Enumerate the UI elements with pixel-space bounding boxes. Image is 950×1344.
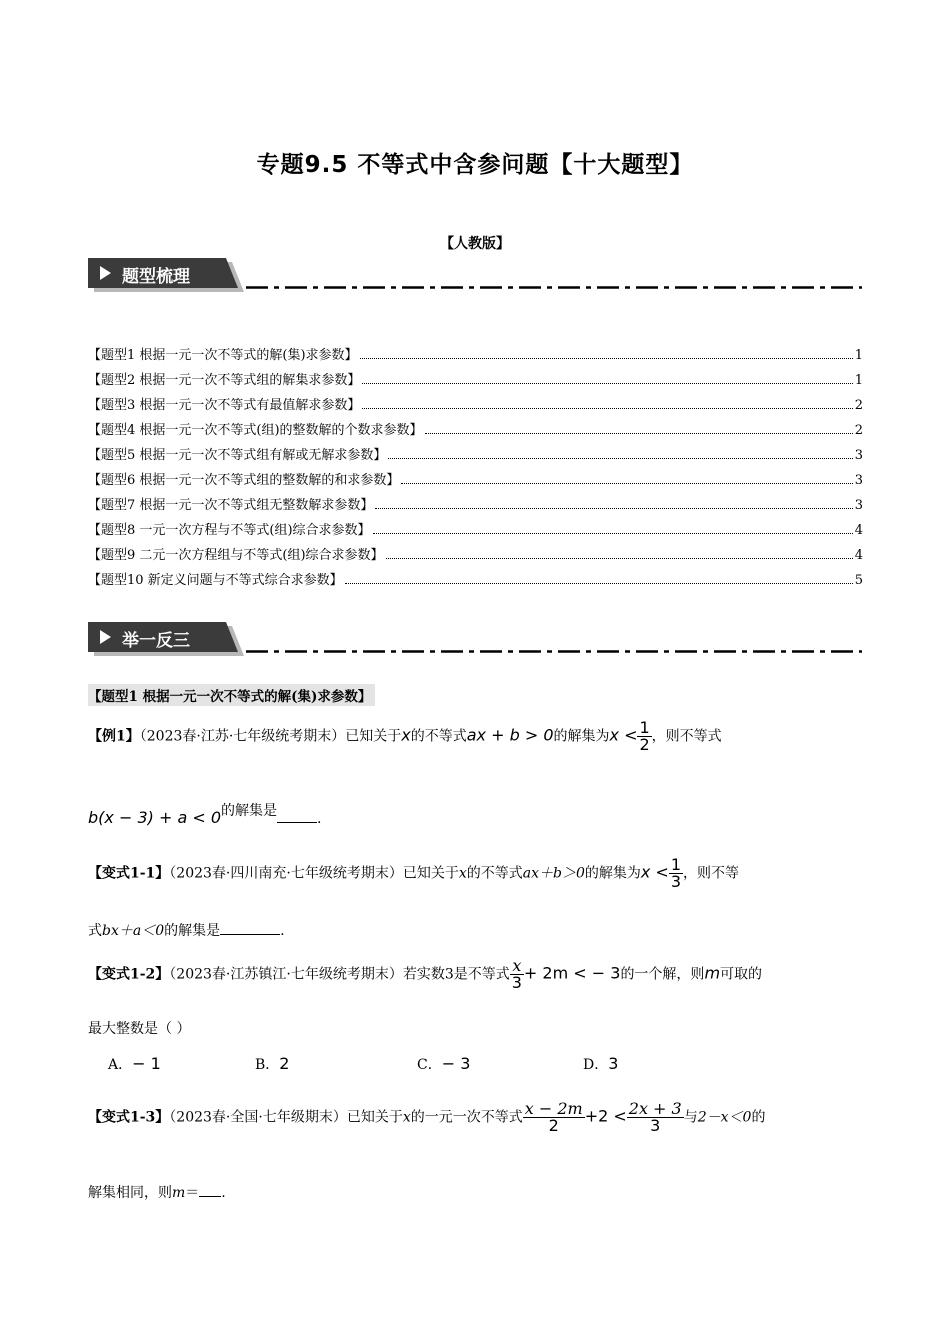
toc-page-number: 2 — [854, 398, 863, 413]
variant-1-1-line2: 式bx＋a＜0的解集是 . — [88, 920, 285, 940]
variant-1-3-line1: 【变式1-3】（2023春·全国·七年级期末）已知关于x的一元一次不等式 $\frac{x - 2m}{2}$ +2 < $\frac{2x + 3}{3}$ 与2－x＜0的 — [88, 1099, 766, 1135]
variant-1-2-line1: 【变式1-2】（2023春·江苏镇江·七年级统考期末）若实数3是不等式 $\frac{x}{3}$ + 2m < − 3的一个解，则m可取的 — [88, 956, 763, 992]
option-a[interactable] — [108, 1054, 161, 1074]
dash-dot-divider — [246, 650, 862, 653]
fraction: $\frac{x}{3}$ — [511, 956, 522, 992]
toc-entry[interactable] — [88, 445, 863, 463]
toc-leader-dots — [401, 482, 852, 484]
toc-entry[interactable] — [88, 520, 863, 538]
option-value: − 3 — [441, 1054, 471, 1073]
toc-leader-dots — [373, 532, 853, 534]
dash-dot-divider — [246, 286, 862, 289]
fraction: $\frac{2x + 3}{3}$ — [628, 1099, 682, 1135]
toc-entry[interactable] — [88, 545, 863, 563]
toc-entry-label: 【题型1 根据一元一次不等式的解(集)求参数】 — [88, 348, 358, 363]
toc-entry-label: 【题型3 根据一元一次不等式有最值解求参数】 — [88, 398, 361, 413]
option-b[interactable] — [255, 1054, 289, 1074]
toc-page-number: 2 — [854, 423, 863, 438]
toc-leader-dots — [375, 507, 852, 509]
option-value: − 1 — [132, 1054, 161, 1073]
toc-leader-dots — [362, 407, 852, 409]
toc-page-number: 5 — [854, 573, 863, 588]
variant-1-3-line2: 解集相同，则m＝ . — [88, 1182, 226, 1202]
option-c[interactable] — [417, 1054, 470, 1074]
option-value: 2 — [279, 1054, 290, 1073]
example-1-line1: 【例1】（2023春·江苏·七年级统考期末）已知关于x的不等式ax + b > 0的解集为x < $\frac{1}{2}$ ，则不等式 — [88, 718, 722, 754]
banner-label: 举一反三 — [122, 631, 190, 651]
option-label: D． — [583, 1057, 609, 1073]
example-tag: 【例1】 — [88, 728, 140, 745]
toc-entry-label: 【题型8 一元一次方程与不等式(组)综合求参数】 — [88, 523, 371, 538]
toc-entry[interactable] — [88, 345, 863, 363]
variant-tag: 【变式1-3】 — [88, 1109, 170, 1126]
toc-page-number: 3 — [854, 448, 863, 463]
toc-entry-label: 【题型6 根据一元一次不等式组的整数解的和求参数】 — [88, 473, 400, 488]
play-arrow-icon — [100, 630, 111, 644]
toc-entry-label: 【题型4 根据一元一次不等式(组)的整数解的个数求参数】 — [88, 423, 423, 438]
option-label: C． — [417, 1057, 442, 1073]
toc-entry-label: 【题型10 新定义问题与不等式综合求参数】 — [88, 573, 343, 588]
answer-blank[interactable] — [220, 920, 280, 935]
variant-tag: 【变式1-1】 — [88, 865, 170, 882]
fraction: $\frac{x - 2m}{2}$ — [524, 1099, 583, 1135]
toc-entry[interactable] — [88, 370, 863, 388]
toc-entry-label: 【题型5 根据一元一次不等式组有解或无解求参数】 — [88, 448, 387, 463]
toc-leader-dots — [425, 432, 853, 434]
toc-leader-dots — [345, 582, 853, 584]
option-value: 3 — [608, 1054, 619, 1073]
section-banner-examples — [88, 622, 240, 652]
play-arrow-icon — [100, 266, 111, 280]
variant-1-2-line2: 最大整数是（ ） — [88, 1021, 191, 1037]
toc-page-number: 3 — [854, 473, 863, 488]
toc-leader-dots — [360, 357, 853, 359]
toc-entry[interactable] — [88, 495, 863, 513]
toc-page-number: 4 — [854, 523, 863, 538]
toc-page-number: 1 — [854, 373, 863, 388]
page-title: 专题9.5 不等式中含参问题【十大题型】 — [256, 152, 694, 178]
toc-entry-label: 【题型7 根据一元一次不等式组无整数解求参数】 — [88, 498, 374, 513]
toc-entry[interactable] — [88, 420, 863, 438]
toc-leader-dots — [386, 557, 853, 559]
answer-blank[interactable] — [199, 1182, 221, 1197]
toc-entry[interactable] — [88, 395, 863, 413]
fraction: $\frac{1}{3}$ — [670, 855, 682, 891]
option-d[interactable] — [583, 1054, 618, 1074]
fraction: $\frac{1}{2}$ — [639, 718, 650, 754]
toc-page-number: 3 — [854, 498, 863, 513]
toc-page-number: 4 — [854, 548, 863, 563]
variant-1-1-line1: 【变式1-1】（2023春·四川南充·七年级统考期末）已知关于x的不等式ax＋b＞0的解集为x < $\frac{1}{3}$ ，则不等 — [88, 855, 740, 891]
option-label: A． — [108, 1057, 133, 1073]
section-banner-overview — [88, 258, 240, 288]
toc-entry-label: 【题型2 根据一元一次不等式组的解集求参数】 — [88, 373, 361, 388]
edition-label: 【人教版】 — [440, 236, 510, 252]
toc-entry[interactable] — [88, 570, 863, 588]
toc-entry-label: 【题型9 二元一次方程组与不等式(组)综合求参数】 — [88, 548, 384, 563]
banner-label: 题型梳理 — [122, 267, 190, 287]
answer-blank[interactable] — [277, 808, 317, 823]
toc-leader-dots — [362, 382, 852, 384]
option-label: B． — [255, 1057, 280, 1073]
toc-entry[interactable] — [88, 470, 863, 488]
variant-tag: 【变式1-2】 — [88, 966, 170, 983]
toc-leader-dots — [388, 457, 852, 459]
toc-page-number: 1 — [854, 348, 863, 363]
example-1-line2: b(x − 3) + a < 0的解集是 . — [88, 803, 322, 827]
section-heading-type1: 【题型1 根据一元一次不等式的解(集)求参数】 — [88, 684, 375, 706]
